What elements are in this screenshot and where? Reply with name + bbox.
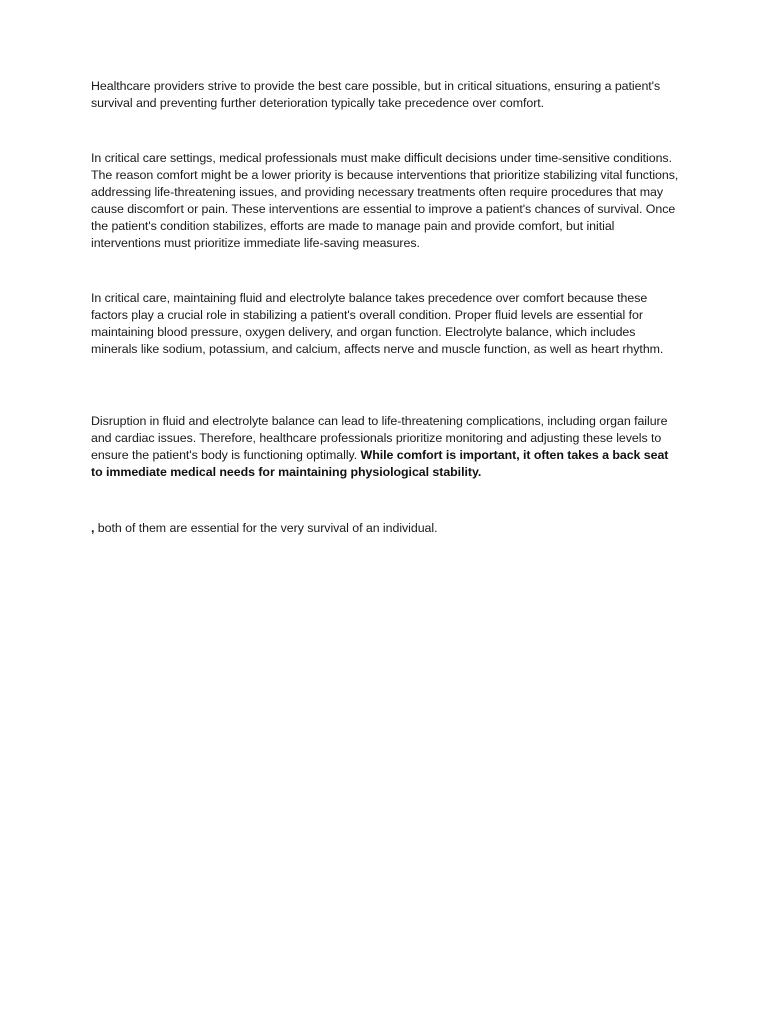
paragraph-conclusion-text: both of them are essential for the very survival of an individual. [94, 521, 438, 535]
paragraph-intro-text: Healthcare providers strive to provide the best care possible, but in critical situations, ensuring a patient's survival and preventing further deterioration typically take precedence over comfort. [91, 79, 661, 110]
paragraph-fluid-electrolyte-balance [91, 290, 681, 358]
paragraph-fluid-electrolyte-balance-text: In critical care, maintaining fluid and electrolyte balance takes precedence over comfort because these factors play a crucial role in stabilizing a patient's overall condition. Proper fluid levels are essential for maintaining blood pressure, oxygen delivery, and organ function. Electrolyte balance, which includes minerals like sodium, potassium, and calcium, affects nerve and muscle function, as well as heart rhythm. [91, 291, 664, 356]
paragraph-conclusion [91, 520, 681, 537]
paragraph-disruption-bold-text: While comfort is important, it often takes a back seat to immediate medical needs for maintaining physiological stability. [91, 448, 669, 479]
paragraph-critical-care-decisions-text: In critical care settings, medical professionals must make difficult decisions under time-sensitive conditions. The reason comfort might be a lower priority is because interventions that prioritize stabilizing vital functions, addressing life-threatening issues, and providing necessary treatments often require procedures that may cause discomfort or pain. These interventions are essential to improve a patient's chances of survival. Once the patient's condition stabilizes, efforts are made to manage pain and provide comfort, but initial interventions must prioritize immediate life-saving measures. [91, 151, 679, 250]
paragraph-intro [91, 78, 681, 112]
paragraph-disruption-complications [91, 413, 681, 481]
paragraph-conclusion-bold-comma: , [91, 521, 95, 535]
paragraph-critical-care-decisions [91, 150, 681, 252]
paragraph-disruption-complications-text: Disruption in fluid and electrolyte balance can lead to life-threatening complications, including organ failure and cardiac issues. Therefore, healthcare professionals prioritize monitoring and adjusting these levels to ensure the patient's body is functioning optimally. [91, 414, 668, 462]
